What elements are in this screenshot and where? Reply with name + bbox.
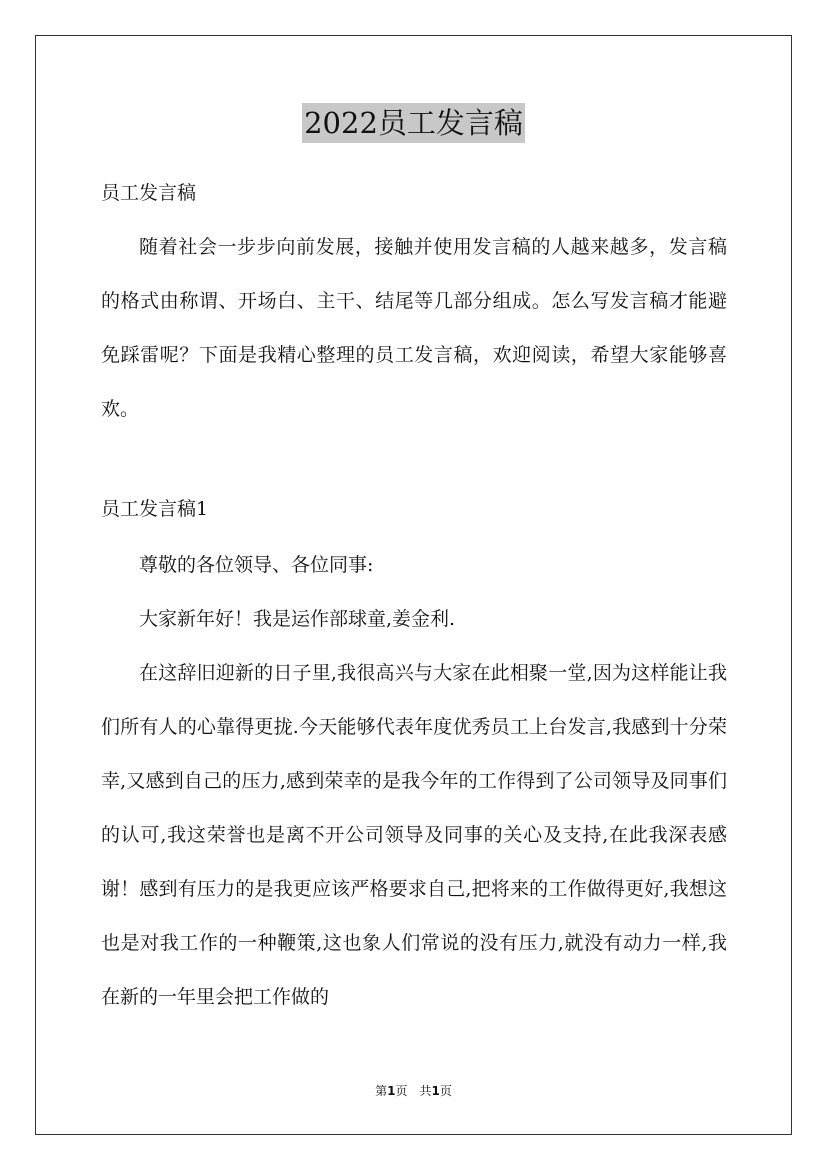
footer-page-suffix: 页 — [439, 1084, 452, 1098]
page-footer — [0, 1082, 827, 1100]
footer-page-total: 1 — [431, 1084, 440, 1098]
section-heading: 员工发言稿 — [101, 182, 197, 204]
document-body — [101, 170, 727, 1024]
title-container — [0, 103, 827, 143]
intro-paragraph: 随着社会一步步向前发展，接触并使用发言稿的人越来越多，发言稿的格式由称谓、开场白、主干、结尾等几部分组成。怎么写发言稿才能避免踩雷呢？下面是我精心整理的员工发言稿，欢迎阅读，希望大家能够喜欢。 — [101, 236, 727, 420]
footer-page-mid: 页 共 — [395, 1084, 432, 1098]
body-paragraph: 在这辞旧迎新的日子里,我很高兴与大家在此相聚一堂,因为这样能让我们所有人的心靠得更拢.今天能够代表年度优秀员工上台发言,我感到十分荣幸,又感到自己的压力,感到荣幸的是我今年的工作得到了公司领导及同事们的认可,我这荣誉也是离不开公司领导及同事的关心及支持,在此我深表感谢！感到有压力的是我更应该严格要求自己,把将来的工作做得更好,我想这也是对我工作的一种鞭策,这也象人们常说的没有压力,就没有动力一样,我在新的一年里会把工作做的 — [101, 662, 727, 1008]
footer-page-current: 1 — [387, 1084, 396, 1098]
greeting-paragraph: 大家新年好！我是运作部球童,姜金利. — [139, 608, 456, 630]
section-heading: 员工发言稿1 — [101, 498, 209, 520]
salutation-paragraph: 尊敬的各位领导、各位同事: — [139, 554, 374, 576]
footer-page-prefix: 第 — [375, 1084, 388, 1098]
document-title: 2022员工发言稿 — [302, 103, 525, 143]
spacer — [101, 436, 727, 486]
